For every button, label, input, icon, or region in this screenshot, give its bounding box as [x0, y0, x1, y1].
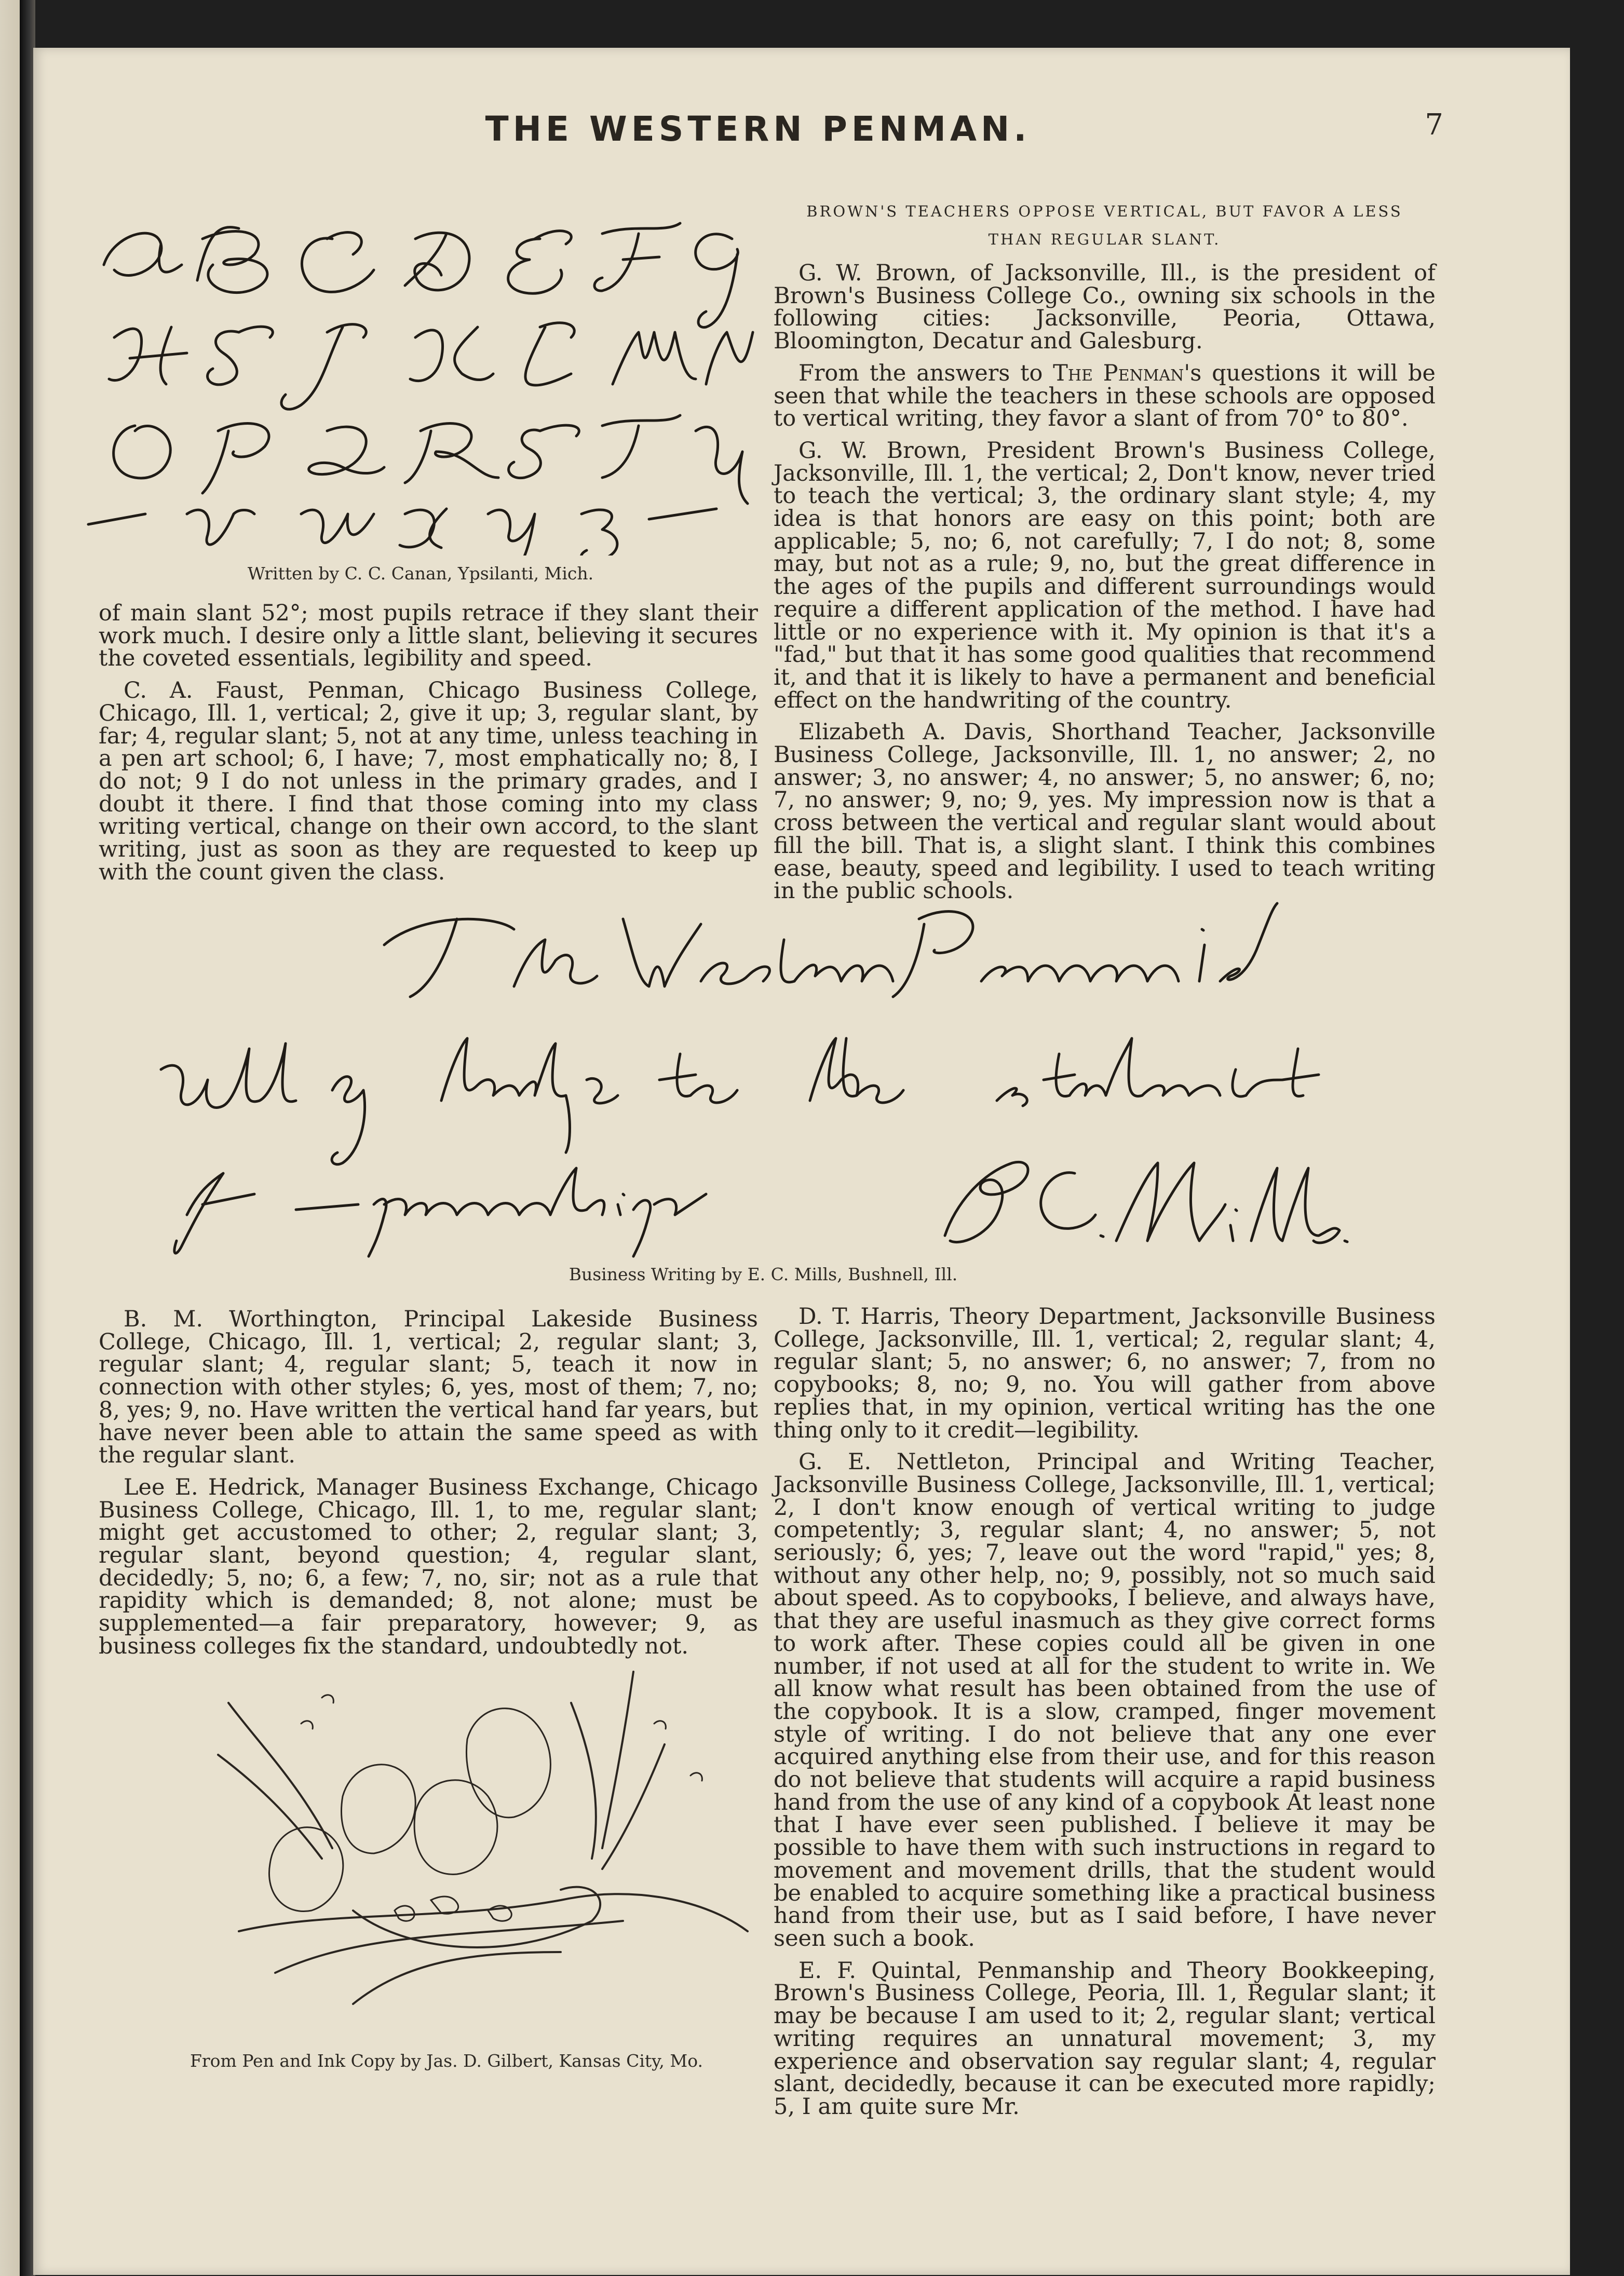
- running-title: THE WESTERN PENMAN.: [485, 109, 1031, 149]
- text-span: From the answers to: [799, 360, 1053, 386]
- left-page-edge: [0, 0, 20, 2276]
- paragraph: Lee E. Hedrick, Manager Business Exchange, Chicago Business College, Chicago, Ill. 1, to me, regular slant; might get accustomed to other; 2, regular slant; 3, regular slant, beyond question; 4, regular slant, decidedly; 5, no; 6, a few; 7, no, sir; not as a rule that rapidity which is demanded; 8, not alone; must be supplemented—a fair preparatory, however; 9, as business colleges fix the standard, undoubtedly not.: [99, 1474, 758, 1659]
- bird-nest-illustration-icon: [197, 1641, 758, 2025]
- script-alphabet-specimen-icon: [83, 202, 758, 556]
- text-span: 's questions it will be seen that while the teachers in these schools are opposed to vertical writing, they favor a slant of from 70° to 80°.: [774, 360, 1436, 432]
- paragraph: of main slant 52°; most pupils retrace if they slant their work much. I desire only a little slant, believing it secures the coveted essentials, legibility and speed.: [99, 600, 758, 672]
- paragraph: G. W. Brown, President Brown's Business College, Jacksonville, Ill. 1, the vertical; 2, Don't know, never tried to teach the vertical; 3, the ordinary slant style; 4, my idea is that honors are easy on this point; both are applicable; 5, no; 6, not carefully; 7, I do not; 8, some may, but not as a rule; 9, no, but the great difference in the ages of the pupils and different surroundings would require a different application of the method. I have had little or no experience with it. My opinion is that it's a "fad," but that it has some good qualities that recommend it, and that it is likely to have a permanent and beneficial effect on the handwriting of the country.: [774, 437, 1436, 713]
- alphabet-caption: Written by C. C. Canan, Ypsilanti, Mich.: [247, 563, 594, 584]
- paragraph: Elizabeth A. Davis, Shorthand Teacher, Jacksonville Business College, Jacksonville, Ill. 1, no answer; 2, no answer; 3, no answer; 4, no answer; 5, no answer; 6, no; 7, no answer; 9, no; 9, yes. My impression now is that a cross between the vertical and regular slant would about fill the bill. That is, a slight slant. I think this combines ease, beauty, speed and legibility. I used to teach writing in the public schools.: [774, 719, 1436, 904]
- left-column-bottom: [99, 1306, 758, 1659]
- journal-name: The Penman: [1053, 360, 1184, 386]
- business-writing-caption: Business Writing by E. C. Mills, Bushnell, Ill.: [569, 1264, 958, 1284]
- section-headline: [768, 197, 1441, 254]
- section-headline-line-1: BROWN'S TEACHERS OPPOSE VERTICAL, BUT FAVOR A LESS: [806, 202, 1403, 220]
- left-column-top: [99, 600, 758, 885]
- paragraph: D. T. Harris, Theory Department, Jacksonville Business College, Jacksonville, Ill. 1, vertical; 2, regular slant; 4, regular slant; 5, no answer; 6, no answer; 7, from no copybooks; 8, no; 9, no. You will gather from above replies that, in my opinion, vertical writing has the one thing only to it credit—legibility.: [774, 1304, 1436, 1443]
- paragraph: [774, 362, 1436, 430]
- right-column-top: [774, 260, 1436, 904]
- illustration-caption: From Pen and Ink Copy by Jas. D. Gilbert, Kansas City, Mo.: [190, 2051, 703, 2071]
- page-number: 7: [1425, 108, 1443, 142]
- paragraph: G. W. Brown, of Jacksonville, Ill., is the president of Brown's Business College Co., owning six schools in the following cities: Jacksonville, Peoria, Ottawa, Bloomington, Decatur and Galesburg.: [774, 260, 1436, 355]
- paragraph: B. M. Worthington, Principal Lakeside Business College, Chicago, Ill. 1, vertical; 2, regular slant; 3, regular slant; 4, regular slant; 5, teach it now in connection with other styles; 6, yes, most of them; 7, no; 8, yes; 9, no. Have written the vertical hand far years, but have never been able to attain the same speed as with the regular slant.: [99, 1306, 758, 1469]
- business-writing-specimen-icon: [140, 883, 1469, 1267]
- paragraph: E. F. Quintal, Penmanship and Theory Bookkeeping, Brown's Business College, Peoria, Ill. 1, Regular slant; it may be because I am used to it; 2, regular slant; vertical writing requires an unnatural movement; 3, my experience and observation say regular slant; 4, regular slant, decidedly, because it can be executed more rapidly; 5, I am quite sure Mr.: [774, 1957, 1436, 2120]
- section-headline-line-2: THAN REGULAR SLANT.: [988, 231, 1221, 248]
- paragraph: C. A. Faust, Penman, Chicago Business College, Chicago, Ill. 1, vertical; 2, give it up; 3, regular slant, by far; 4, regular slant; 5, not at any time, unless teaching in a pen art school; 6, I have; 7, most emphatically no; 8, I do not; 9 I do not unless in the primary grades, and I doubt it there. I find that those coming into my class writing vertical, change on their own accord, to the slant writing, just as soon as they are requested to keep up with the count given the class.: [99, 678, 758, 885]
- right-column-bottom: [774, 1304, 1436, 2120]
- paragraph: G. E. Nettleton, Principal and Writing Teacher, Jacksonville Business College, Jacksonville, Ill. 1, vertical; 2, I don't know enough of vertical writing to judge competently; 3, regular slant; 4, no answer; 5, not seriously; 6, yes; 7, leave out the word "rapid," yes; 8, without any other help, no; 9, possibly, not so much said about speed. As to copybooks, I believe, and always have, that they are useful inasmuch as they give correct forms to work after. These copies could all be given in one number, if not used at all for the student to write in. We all know what result has been obtained from the use of the copybook. It is a slow, cramped, finger movement style of writing. I do not believe that any one ever acquired anything else from their use, and for this reason do not believe that students will acquire a rapid business hand from the use of any kind of a copybook At least none that I have ever seen published. I believe it may be possible to have them with such instructions in regard to movement and movement drills, that the student would be enabled to acquire something like a practical business hand from their use, but as I said before, I have never seen such a book.: [774, 1449, 1436, 1952]
